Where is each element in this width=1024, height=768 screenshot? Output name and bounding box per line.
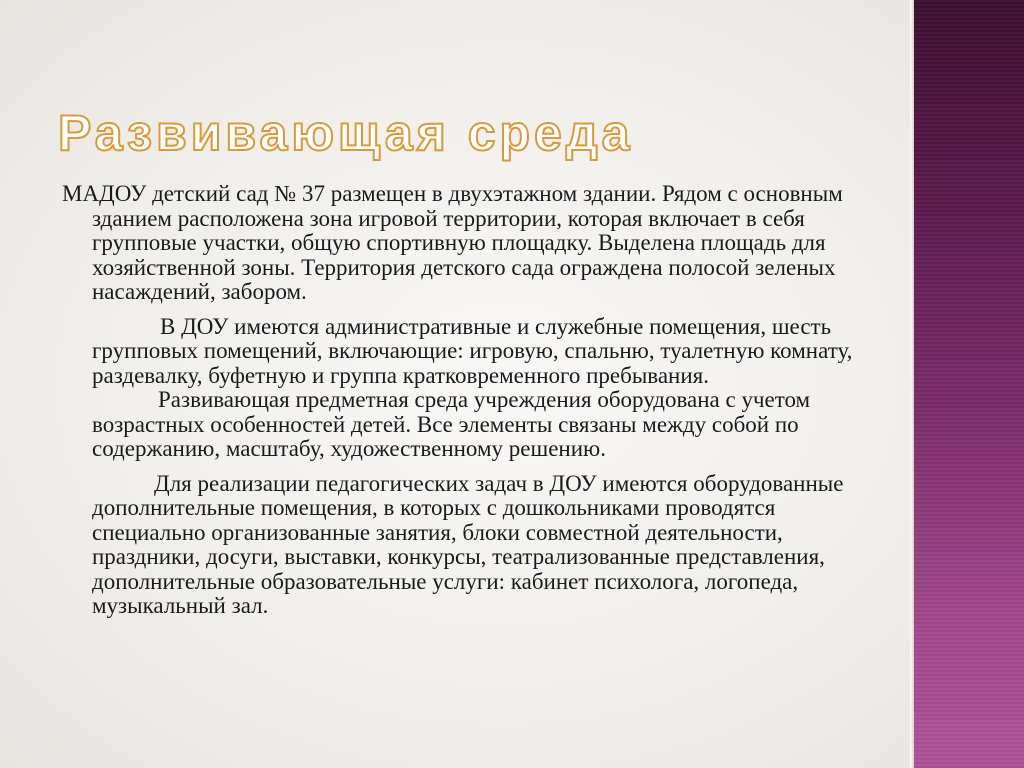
paragraph-additional-rooms: Для реализации педагогических задач в ДОУ имеются оборудованные дополнительные помещения, в которых с дошкольниками проводятся специально организованные занятия, блоки совместной деятельности, праздники, досуги, выставки, конкурсы, театрализованные представления, дополнительные образовательные услуги: кабинет психолога, логопеда, музыкальный зал. (92, 470, 844, 618)
side-band-texture (914, 0, 1024, 768)
slide-body (62, 182, 862, 619)
paragraph-rooms: В ДОУ имеются административные и служебные помещения, шесть групповых помещений, включающие: игровую, спальню, туалетную комнату, раздевалку, буфетную и группа кратковременного пребывания. (92, 313, 853, 388)
paragraph-environment: Развивающая предметная среда учреждения оборудована с учетом возрастных особенностей детей. Все элементы связаны между собой по содержанию, масштабу, художественному решению. (92, 387, 811, 461)
paragraph-building: МАДОУ детский сад № 37 размещен в двухэтажном здании. Рядом с основным зданием расположена зона игровой территории, которая включает в себя групповые участки, общую спортивную площадку. Выделена площадь для хозяйственной зоны. Территория детского сада ограждена полосой зеленых насаждений, забором. (62, 181, 843, 304)
slide-title: Развивающая среда (58, 105, 634, 161)
side-band-edge (910, 0, 914, 768)
